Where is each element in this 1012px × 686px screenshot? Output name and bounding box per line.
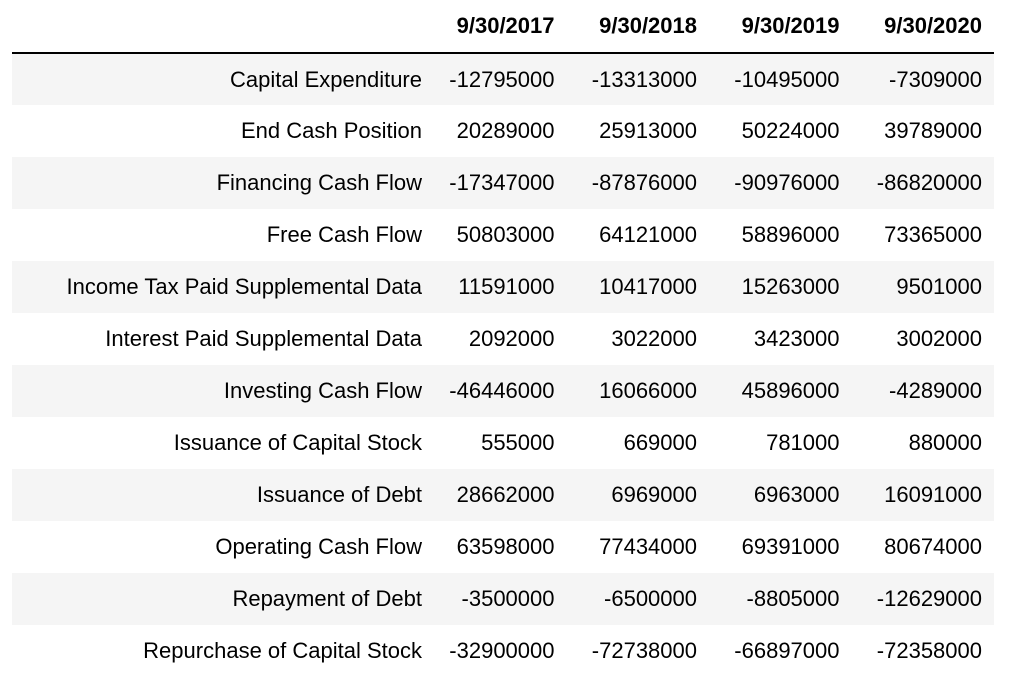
cell-value: 669000 [623,430,697,455]
table-row [12,209,994,261]
table-row [12,521,994,573]
row-label: Income Tax Paid Supplemental Data [66,274,422,299]
cell-value: -32900000 [449,638,555,663]
row-label: Repurchase of Capital Stock [143,638,422,663]
cell-value: -4289000 [889,378,982,403]
row-label: Issuance of Debt [256,482,422,507]
cell-value: 6969000 [611,482,697,507]
cell-value: 80674000 [884,534,982,559]
cell-value: 58896000 [741,222,840,247]
cell-value: 781000 [766,430,840,455]
table-row [12,573,994,625]
cell-value: -72738000 [591,638,697,663]
cell-value: -72358000 [876,638,982,663]
row-label: Free Cash Flow [266,222,422,247]
cell-value: 3022000 [611,326,697,351]
table-row [12,365,994,417]
cell-value: 2092000 [468,326,555,351]
cash-flow-table [12,0,994,677]
row-label: Investing Cash Flow [223,378,422,403]
column-header: 9/30/2017 [424,0,567,53]
row-label: Repayment of Debt [232,586,422,611]
row-label: Operating Cash Flow [215,534,422,559]
cell-value: -46446000 [449,378,555,403]
cell-value: 25913000 [599,118,697,143]
cell-value: -10495000 [734,66,840,92]
table-body [12,53,994,677]
cell-value: -87876000 [591,170,697,195]
table-row [12,105,994,157]
table-row [12,261,994,313]
table-row [12,157,994,209]
header-corner [12,0,424,53]
cell-value: 555000 [481,430,555,455]
cell-value: -3500000 [461,586,555,611]
cell-value: 28662000 [456,482,555,507]
cell-value: 3423000 [753,326,840,351]
cash-flow-table-container [12,0,994,677]
cell-value: -12629000 [876,586,982,611]
cell-value: -90976000 [734,170,840,195]
table-header [12,0,994,53]
cell-value: -8805000 [746,586,840,611]
cell-value: 64121000 [599,222,697,247]
table-row [12,469,994,521]
cell-value: 3002000 [896,326,982,351]
table-row [12,313,994,365]
row-label: Capital Expenditure [229,66,422,92]
cell-value: 63598000 [456,534,555,559]
cell-value: 16066000 [599,378,697,403]
row-label: Financing Cash Flow [216,170,422,195]
cell-value: 16091000 [884,482,982,507]
header-row [12,0,994,53]
cell-value: -13313000 [591,66,697,92]
row-label: Issuance of Capital Stock [173,430,422,455]
table-row [12,625,994,677]
cell-value: 6963000 [753,482,840,507]
cell-value: -66897000 [734,638,840,663]
cell-value: -12795000 [449,66,555,92]
cell-value: 9501000 [896,274,982,299]
cell-value: 880000 [908,430,982,455]
cell-value: 11591000 [458,274,555,299]
cell-value: -17347000 [449,170,555,195]
cell-value: 20289000 [456,118,555,143]
column-header: 9/30/2020 [852,0,995,53]
cell-value: 69391000 [741,534,840,559]
cell-value: 50224000 [741,118,840,143]
cell-value: 39789000 [884,118,982,143]
cell-value: 73365000 [884,222,982,247]
cell-value: -86820000 [876,170,982,195]
column-header: 9/30/2018 [567,0,710,53]
cell-value: -6500000 [604,586,697,611]
cell-value: 10417000 [599,274,697,299]
cell-value: 50803000 [456,222,555,247]
table-row [12,53,994,105]
row-label: End Cash Position [241,118,422,143]
cell-value: 77434000 [599,534,697,559]
table-row [12,417,994,469]
cell-value: 15263000 [741,274,840,299]
cell-value: 45896000 [741,378,840,403]
cell-value: -7309000 [889,66,982,92]
row-label: Interest Paid Supplemental Data [105,326,422,351]
column-header: 9/30/2019 [709,0,852,53]
